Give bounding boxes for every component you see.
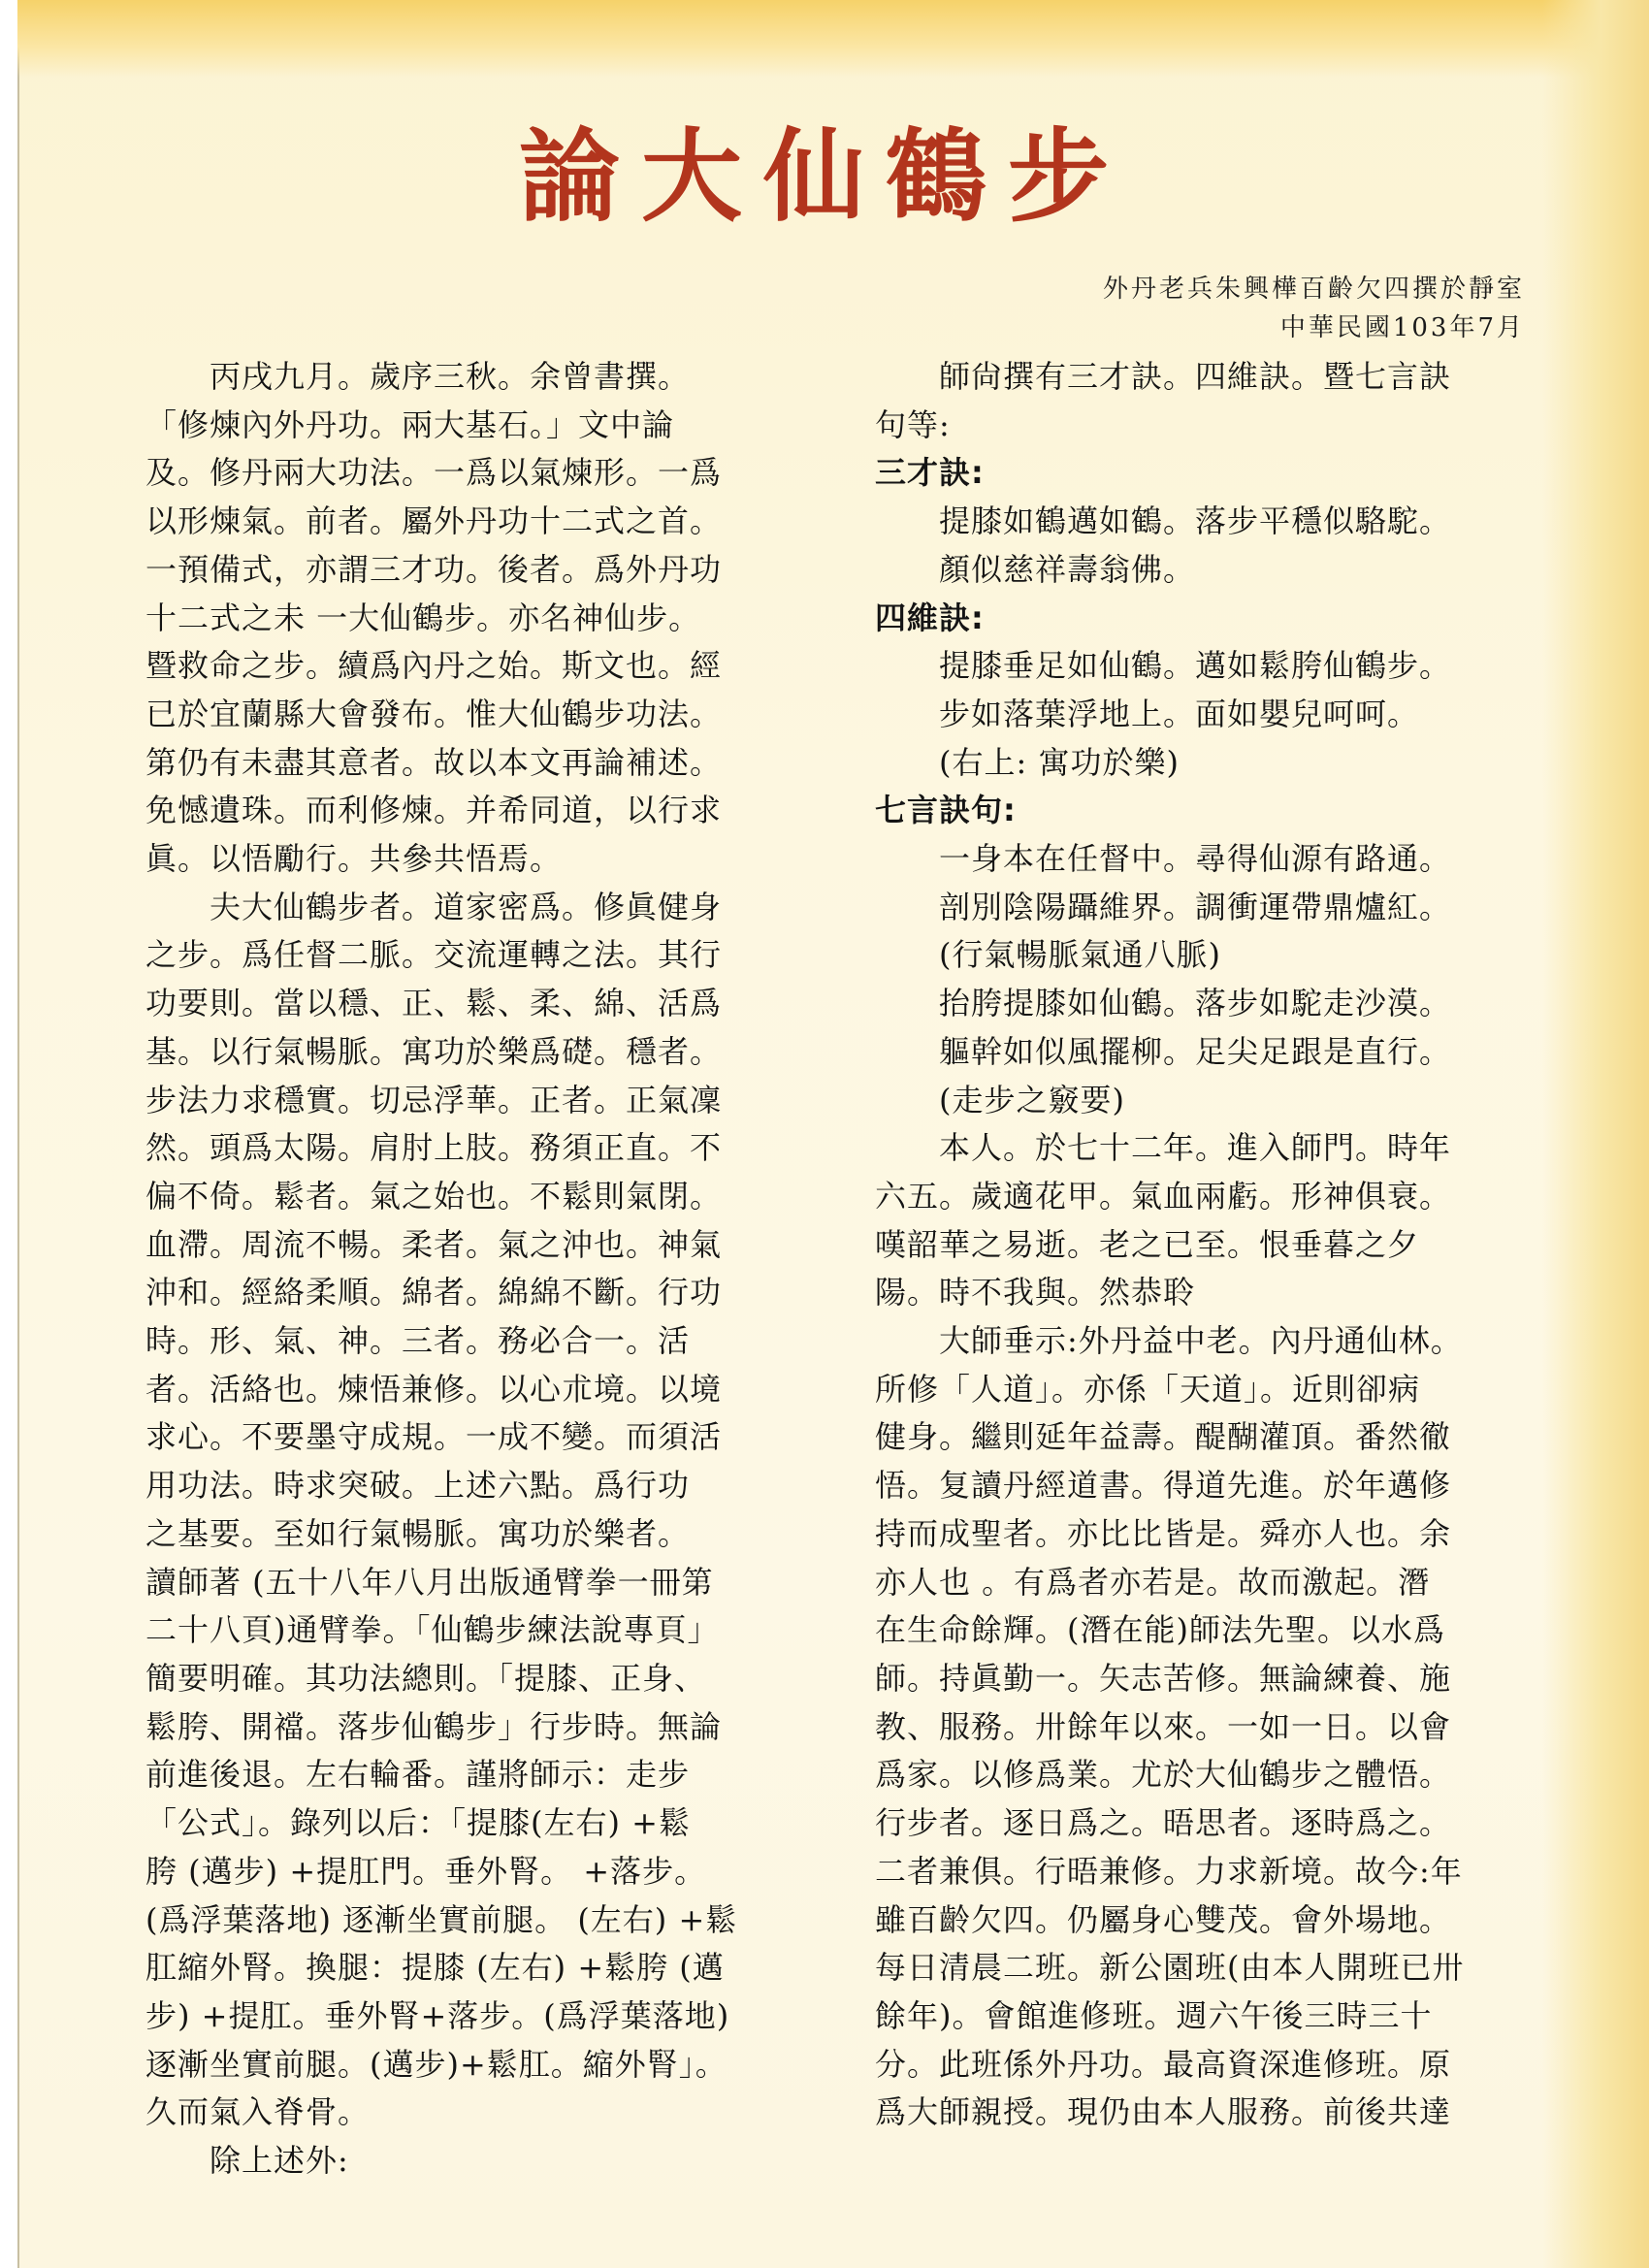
left-column-line: 前進後退。左右輪番。謹將師示：走步 xyxy=(146,1756,691,1794)
left-column-line: 沖和。經絡柔順。綿者。綿綿不斷。行功 xyxy=(146,1274,723,1312)
right-column-line: 句等: xyxy=(875,405,951,443)
right-column-line: 剖別陰陽躡維界。調衝運帶鼎爐紅。 xyxy=(875,888,1452,925)
right-column-line: (走步之竅要) xyxy=(875,1081,1125,1118)
left-column-line: 之基要。至如行氣暢脈。寓功於樂者。 xyxy=(146,1514,691,1552)
left-column-line: 簡要明確。其功法總則。「提膝、正身、 xyxy=(146,1659,707,1697)
left-column-line: (爲浮葉落地) 逐漸坐實前腿。 (左右) +鬆 xyxy=(146,1900,738,1938)
right-decor-band xyxy=(1542,0,1649,2268)
right-column-line: 步如落葉浮地上。面如嬰兒呵呵。 xyxy=(875,695,1420,732)
left-column-line: 除上述外: xyxy=(146,2142,349,2180)
left-column-line: 求心。不要墨守成規。一成不變。而須活 xyxy=(146,1418,723,1456)
right-column-line: 爲大師親授。現仍由本人服務。前後共達 xyxy=(875,2093,1452,2131)
right-column-line: 軀幹如似風擺柳。足尖足跟是直行。 xyxy=(875,1032,1452,1070)
article-title: 論大仙鶴步 xyxy=(518,116,1130,236)
right-column-line: 師尙撰有三才訣。四維訣。暨七言訣 xyxy=(875,358,1452,395)
right-column-line: 教、服務。卅餘年以來。一如一日。以會 xyxy=(875,1707,1452,1745)
left-column-line: 偏不倚。鬆者。氣之始也。不鬆則氣閉。 xyxy=(146,1177,723,1215)
byline xyxy=(1103,270,1525,347)
right-column-line: 六五。歲適花甲。氣血兩虧。形神俱衰。 xyxy=(875,1177,1452,1215)
right-column-line: (右上: 寓功於樂) xyxy=(875,743,1180,781)
right-column-line: 師。持眞勤一。矢志苦修。無論練養、施 xyxy=(875,1659,1452,1697)
right-column-line: 健身。繼則延年益壽。醍醐灌頂。番然徹 xyxy=(875,1418,1452,1456)
right-column-line: 所修「人道」。亦係「天道」。近則卻病 xyxy=(875,1370,1421,1408)
right-column-line: 二者兼俱。行晤兼修。力求新境。故今:年 xyxy=(875,1852,1463,1890)
left-column-line: 胯 (邁步) +提肛門。垂外腎。 +落步。 xyxy=(146,1852,707,1890)
section-heading: 四維訣: xyxy=(875,599,985,636)
left-column-line: 二十八頁)通臂拳。「仙鶴步練法說專頁」 xyxy=(146,1611,720,1649)
right-column-line: 提膝垂足如仙鶴。邁如鬆胯仙鶴步。 xyxy=(875,647,1452,685)
section-heading: 七言訣句: xyxy=(875,792,1017,829)
right-column-line: 行步者。逐日爲之。晤思者。逐時爲之。 xyxy=(875,1804,1452,1842)
byline-author: 外丹老兵朱興樺百齡欠四撰於靜室 xyxy=(1102,275,1525,304)
left-column-line: 暨救命之步。續爲內丹之始。斯文也。經 xyxy=(146,647,723,685)
left-column-line: 第仍有未盡其意者。故以本文再論補述。 xyxy=(146,743,723,781)
top-decor-band xyxy=(17,0,1649,78)
right-column-line: 悟。复讀丹經道書。得道先進。於年邁修 xyxy=(875,1467,1452,1505)
left-column-line: 以形煉氣。前者。屬外丹功十二式之首。 xyxy=(146,502,723,540)
left-column-line: 步) +提肛。垂外腎+落步。(爲浮葉落地) xyxy=(146,1996,730,2034)
right-column-line: 雖百齡欠四。仍屬身心雙茂。會外場地。 xyxy=(875,1900,1452,1938)
left-column-line: 免憾遺珠。而利修煉。并希同道，以行求 xyxy=(146,792,723,829)
left-column-line: 肛縮外腎。換腿：提膝 (左右) +鬆胯 (邁 xyxy=(146,1949,725,1987)
right-column-line: 顏似慈祥壽翁佛。 xyxy=(875,550,1196,588)
left-column-line: 之步。爲任督二脈。交流運轉之法。其行 xyxy=(146,936,723,974)
right-column-line: 分。此班係外丹功。最高資深進修班。原 xyxy=(875,2045,1452,2083)
right-column-line: 持而成聖者。亦比比皆是。舜亦人也。余 xyxy=(875,1514,1452,1552)
left-column-line: 者。活絡也。煉悟兼修。以心朮境。以境 xyxy=(146,1370,723,1408)
left-column-line: 已於宜蘭縣大會發布。惟大仙鶴步功法。 xyxy=(146,695,723,732)
section-heading: 三才訣: xyxy=(875,454,985,492)
left-column-line: 十二式之未 一大仙鶴步。亦名神仙步。 xyxy=(146,599,701,636)
left-column-line: 眞。以悟勵行。共參共悟焉。 xyxy=(146,840,563,878)
left-column xyxy=(146,353,805,2186)
left-column-line: 步法力求穩實。切忌浮華。正者。正氣凜 xyxy=(146,1081,723,1118)
right-column-line: 亦人也 。有爲者亦若是。故而激起。潛 xyxy=(875,1563,1431,1601)
right-column-line: 陽。時不我與。然恭聆 xyxy=(875,1274,1196,1312)
left-column-line: 丙戌九月。歲序三秋。余曾書撰。 xyxy=(146,358,691,395)
left-column-line: 久而氣入脊骨。 xyxy=(146,2093,371,2131)
right-column-line: 大師垂示:外丹益中老。內丹通仙林。 xyxy=(875,1322,1463,1360)
left-column-line: 夫大仙鶴步者。道家密爲。修眞健身 xyxy=(146,888,723,925)
right-column-line: 每日清晨二班。新公園班(由本人開班已卅 xyxy=(875,1949,1465,1987)
left-column-line: 血滯。周流不暢。柔者。氣之沖也。神氣 xyxy=(146,1225,723,1263)
left-column-line: 「公式」。錄列以后：「提膝(左右) +鬆 xyxy=(146,1804,691,1842)
left-column-line: 「修煉內外丹功。兩大基石。」文中論 xyxy=(146,405,675,443)
right-column-line: 爲家。以修爲業。尤於大仙鶴步之體悟。 xyxy=(875,1756,1452,1794)
left-column-line: 用功法。時求突破。上述六點。爲行功 xyxy=(146,1467,691,1505)
left-column-line: 然。頭爲太陽。肩肘上肢。務須正直。不 xyxy=(146,1129,723,1167)
left-column-line: 一預備式，亦謂三才功。後者。爲外丹功 xyxy=(146,550,723,588)
right-column-line: 嘆韶華之易逝。老之已至。恨垂暮之夕 xyxy=(875,1225,1420,1263)
right-column xyxy=(875,353,1530,2137)
right-column-line: 餘年)。會館進修班。週六午後三時三十 xyxy=(875,1996,1433,2034)
left-column-line: 鬆胯、開襠。落步仙鶴步」行步時。無論 xyxy=(146,1707,723,1745)
right-column-line: 抬胯提膝如仙鶴。落步如駝走沙漠。 xyxy=(875,985,1452,1022)
right-column-line: (行氣暢脈氣通八脈) xyxy=(875,936,1221,974)
left-column-line: 功要則。當以穩、正、鬆、柔、綿、活爲 xyxy=(146,985,723,1022)
right-column-line: 本人。於七十二年。進入師門。時年 xyxy=(875,1129,1452,1167)
byline-date: 中華民國103年7月 xyxy=(1279,313,1525,342)
left-column-line: 讀師著 (五十八年八月出版通臂拳一冊第 xyxy=(146,1563,714,1601)
right-column-line: 在生命餘輝。(潛在能)師法先聖。以水爲 xyxy=(875,1611,1445,1649)
left-column-line: 時。形、氣、神。三者。務必合一。活 xyxy=(146,1322,691,1360)
left-column-line: 逐漸坐實前腿。(邁步)+鬆肛。縮外腎」。 xyxy=(146,2045,728,2083)
left-column-line: 基。以行氣暢脈。寓功於樂爲礎。穩者。 xyxy=(146,1032,723,1070)
left-column-line: 及。修丹兩大功法。一爲以氣煉形。一爲 xyxy=(146,454,723,492)
right-column-line: 一身本在任督中。尋得仙源有路通。 xyxy=(875,840,1452,878)
right-column-line: 提膝如鶴邁如鶴。落步平穩似駱駝。 xyxy=(875,502,1452,540)
